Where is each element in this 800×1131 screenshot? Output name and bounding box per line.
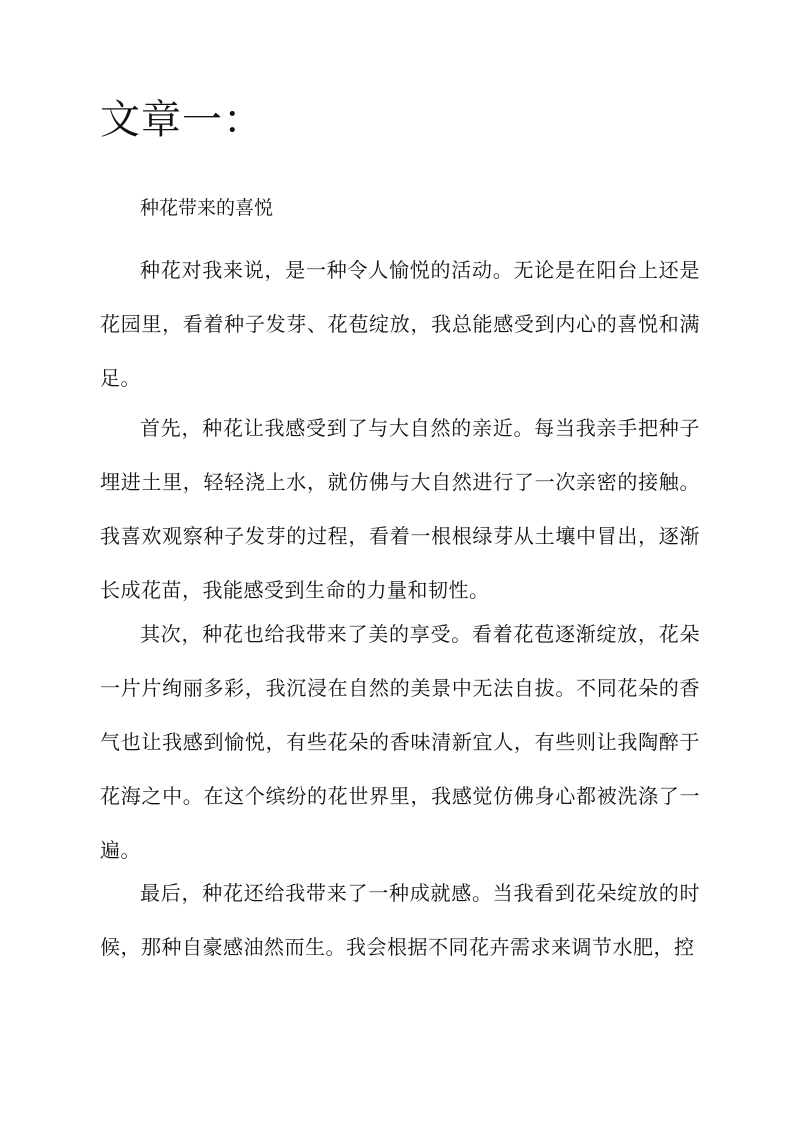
article-title: 种花带来的喜悦 <box>140 197 274 219</box>
paragraph-1: 种花对我来说，是一种令人愉悦的活动。无论是在阳台上还是花园里，看着种子发芽、花苞绽放，我总能感受到内心的喜悦和满足。 <box>100 258 700 390</box>
paragraph-4: 最后，种花还给我带来了一种成就感。当我看到花朵绽放的时候，那种自豪感油然而生。我会根据不同花卉需求来调节水肥，控 <box>100 881 700 959</box>
paragraph-3: 其次，种花也给我带来了美的享受。看着花苞逐渐绽放，花朵一片片绚丽多彩，我沉浸在自然的美景中无法自拔。不同花朵的香气也让我感到愉悦，有些花朵的香味清新宜人，有些则让我陶醉于花海之中。在这个缤纷的花世界里，我感觉仿佛身心都被洗涤了一遍。 <box>100 622 700 862</box>
document-heading: 文章一： <box>100 97 264 143</box>
paragraph-2: 首先，种花让我感受到了与大自然的亲近。每当我亲手把种子埋进土里，轻轻浇上水，就仿佛与大自然进行了一次亲密的接触。我喜欢观察种子发芽的过程，看着一根根绿芽从土壤中冒出，逐渐长成花苗，我能感受到生命的力量和韧性。 <box>100 416 700 602</box>
